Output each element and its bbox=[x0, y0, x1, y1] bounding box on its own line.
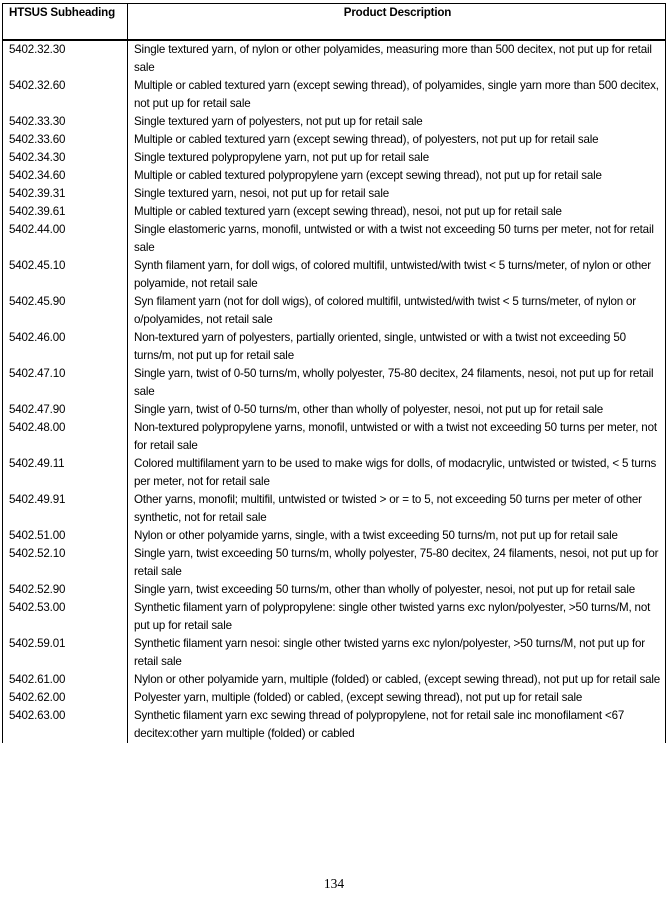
subheading-cell: 5402.52.90 bbox=[3, 581, 128, 599]
subheading-cell: 5402.53.00 bbox=[3, 599, 128, 635]
table-row bbox=[3, 203, 666, 221]
description-cell: Synth filament yarn, for doll wigs, of colored multifil, untwisted/with twist < 5 turns/meter, of nylon or other polyamide, not retail sale bbox=[134, 259, 651, 290]
subheading-cell: 5402.52.10 bbox=[3, 545, 128, 581]
table-row bbox=[3, 185, 666, 203]
subheading-cell: 5402.34.60 bbox=[3, 167, 128, 185]
description-cell: Single yarn, twist of 0-50 turns/m, wholly polyester, 75-80 decitex, 24 filaments, nesoi, not put up for retail sale bbox=[134, 367, 654, 398]
subheading-cell: 5402.33.30 bbox=[3, 113, 128, 131]
description-cell: Single elastomeric yarns, monofil, untwisted or with a twist not exceeding 50 turns per meter, not for retail sale bbox=[134, 223, 654, 254]
description-cell: Single textured polypropylene yarn, not put up for retail sale bbox=[134, 151, 429, 164]
subheading-cell: 5402.59.01 bbox=[3, 635, 128, 671]
table-row bbox=[3, 365, 666, 401]
description-cell: Multiple or cabled textured yarn (except sewing thread), of polyamides, single yarn more than 500 decitex, not put up for retail sale bbox=[134, 79, 659, 110]
table-row bbox=[3, 707, 666, 743]
column-header-htsus-subheading: HTSUS Subheading bbox=[3, 4, 128, 41]
description-cell: Multiple or cabled textured polypropylene yarn (except sewing thread), not put up for retail sale bbox=[134, 169, 602, 182]
subheading-cell: 5402.39.61 bbox=[3, 203, 128, 221]
subheading-cell: 5402.32.30 bbox=[3, 40, 128, 77]
description-cell: Synthetic filament yarn nesoi: single other twisted yarns exc nylon/polyester, >50 turns/M, not put up for retail sale bbox=[134, 637, 645, 668]
table-row bbox=[3, 689, 666, 707]
table-row bbox=[3, 455, 666, 491]
description-cell: Synthetic filament yarn exc sewing thread of polypropylene, not for retail sale inc monofilament <67 decitex:other yarn multiple (folded) or cabled bbox=[134, 709, 625, 740]
table-row bbox=[3, 581, 666, 599]
description-cell: Multiple or cabled textured yarn (except sewing thread), of polyesters, not put up for retail sale bbox=[134, 133, 599, 146]
subheading-cell: 5402.45.90 bbox=[3, 293, 128, 329]
description-cell: Single yarn, twist exceeding 50 turns/m, wholly polyester, 75-80 decitex, 24 filaments, nesoi, not put up for retail sale bbox=[134, 547, 659, 578]
description-cell: Polyester yarn, multiple (folded) or cabled, (except sewing thread), not put up for retail sale bbox=[134, 691, 583, 704]
table-row bbox=[3, 491, 666, 527]
table-row bbox=[3, 77, 666, 113]
description-cell: Single textured yarn, nesoi, not put up for retail sale bbox=[134, 187, 389, 200]
table-row bbox=[3, 671, 666, 689]
subheading-cell: 5402.34.30 bbox=[3, 149, 128, 167]
subheading-cell: 5402.47.90 bbox=[3, 401, 128, 419]
description-cell: Colored multifilament yarn to be used to make wigs for dolls, of modacrylic, untwisted or twisted, < 5 turns per meter, not for retail sale bbox=[134, 457, 657, 488]
description-cell: Syn filament yarn (not for doll wigs), of colored multifil, untwisted/with twist < 5 turns/meter, of nylon or o/polyamides, not retail sale bbox=[134, 295, 636, 326]
table-row bbox=[3, 545, 666, 581]
description-cell: Nylon or other polyamide yarns, single, with a twist exceeding 50 turns/m, not put up for retail sale bbox=[134, 529, 618, 542]
table-row bbox=[3, 149, 666, 167]
table-row bbox=[3, 131, 666, 149]
description-cell: Synthetic filament yarn of polypropylene: single other twisted yarns exc nylon/polyester, >50 turns/M, not put up for retail sale bbox=[134, 601, 651, 632]
table-row bbox=[3, 635, 666, 671]
subheading-cell: 5402.49.91 bbox=[3, 491, 128, 527]
table-row bbox=[3, 293, 666, 329]
description-cell: Non-textured polypropylene yarns, monofil, untwisted or with a twist not exceeding 50 turns per meter, not for retail sale bbox=[134, 421, 657, 452]
description-cell: Single textured yarn of polyesters, not put up for retail sale bbox=[134, 115, 423, 128]
subheading-cell: 5402.48.00 bbox=[3, 419, 128, 455]
table-row bbox=[3, 40, 666, 77]
subheading-cell: 5402.47.10 bbox=[3, 365, 128, 401]
description-cell: Single yarn, twist exceeding 50 turns/m, other than wholly of polyester, nesoi, not put up for retail sale bbox=[134, 583, 635, 596]
column-header-product-description: Product Description bbox=[128, 4, 666, 41]
subheading-cell: 5402.32.60 bbox=[3, 77, 128, 113]
subheading-cell: 5402.61.00 bbox=[3, 671, 128, 689]
table-row bbox=[3, 221, 666, 257]
table-body bbox=[3, 40, 666, 743]
table-row bbox=[3, 419, 666, 455]
description-cell: Multiple or cabled textured yarn (except sewing thread), nesoi, not put up for retail sale bbox=[134, 205, 562, 218]
description-cell: Other yarns, monofil; multifil, untwisted or twisted > or = to 5, not exceeding 50 turns per meter of other synthetic, not for retail sale bbox=[134, 493, 642, 524]
subheading-cell: 5402.33.60 bbox=[3, 131, 128, 149]
subheading-cell: 5402.49.11 bbox=[3, 455, 128, 491]
subheading-cell: 5402.63.00 bbox=[3, 707, 128, 743]
table-row bbox=[3, 257, 666, 293]
description-cell: Single textured yarn, of nylon or other polyamides, measuring more than 500 decitex, not put up for retail sale bbox=[134, 43, 652, 74]
table-row bbox=[3, 167, 666, 185]
header-row bbox=[3, 4, 666, 41]
description-cell: Nylon or other polyamide yarn, multiple (folded) or cabled, (except sewing thread), not put up for retail sale bbox=[134, 673, 661, 686]
subheading-cell: 5402.44.00 bbox=[3, 221, 128, 257]
table-row bbox=[3, 329, 666, 365]
subheading-cell: 5402.51.00 bbox=[3, 527, 128, 545]
subheading-cell: 5402.46.00 bbox=[3, 329, 128, 365]
subheading-cell: 5402.39.31 bbox=[3, 185, 128, 203]
table-row bbox=[3, 599, 666, 635]
table-header bbox=[3, 4, 666, 41]
description-cell: Single yarn, twist of 0-50 turns/m, other than wholly of polyester, nesoi, not put up for retail sale bbox=[134, 403, 604, 416]
table-row bbox=[3, 113, 666, 131]
subheading-cell: 5402.62.00 bbox=[3, 689, 128, 707]
subheading-cell: 5402.45.10 bbox=[3, 257, 128, 293]
table-row bbox=[3, 401, 666, 419]
description-cell: Non-textured yarn of polyesters, partially oriented, single, untwisted or with a twist not exceeding 50 turns/m, not put up for retail sale bbox=[134, 331, 626, 362]
page-number: 134 bbox=[323, 876, 345, 891]
table-row bbox=[3, 527, 666, 545]
htsus-table bbox=[2, 3, 666, 743]
